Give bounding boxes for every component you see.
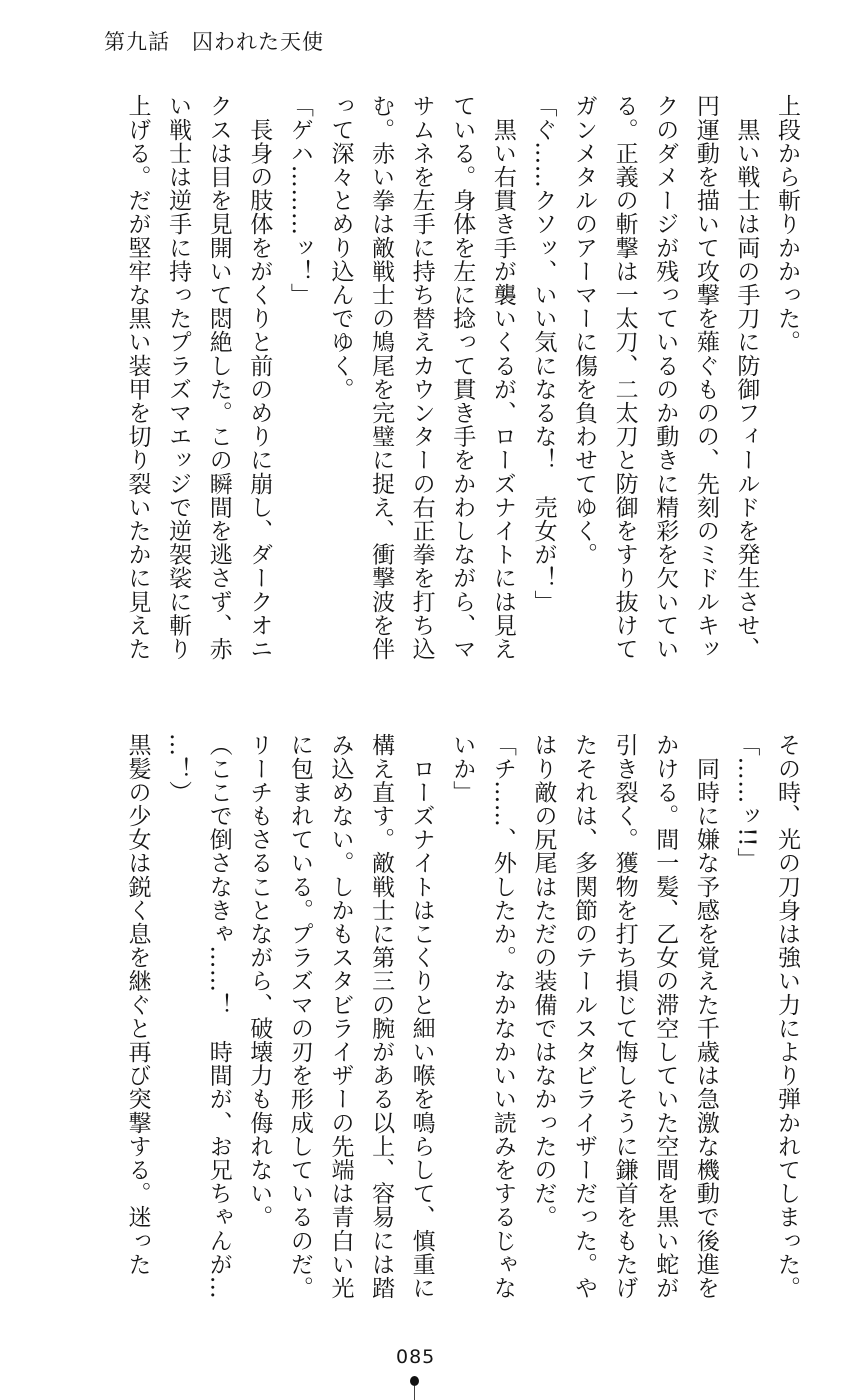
text-column: クスは目を見開いて悶絶した。この瞬間を逃さず、赤: [205, 94, 232, 661]
text-column: かける。間一髪、乙女の滞空していた空間を黒い蛇が: [652, 733, 679, 1300]
text-column: み込めない。しかもスタビライザーの先端は青白い光: [327, 733, 354, 1300]
text-column: たそれは、多関節のテールスタビライザーだった。や: [571, 733, 598, 1300]
text-column: い戦士は逆手に持ったプラズマエッジで逆袈裟に斬り: [165, 94, 192, 661]
text-column: に包まれている。プラズマの刃を形成しているのだ。: [286, 733, 313, 1300]
text-column: 長身の肢体をがくりと前のめりに崩し、ダークオニ: [246, 94, 273, 661]
text-column: サムネを左手に持ち替えカウンターの右正拳を打ち込: [408, 94, 435, 661]
text-column: って深々とめり込んでゆく。: [327, 94, 354, 401]
text-column: クのダメージが残っているのか動きに精彩を欠いてい: [652, 94, 679, 661]
text-block-bottom: [97, 733, 807, 1333]
text-column: る。正義の斬撃は一太刀、二太刀と防御をすり抜けて: [611, 94, 638, 661]
text-column: はり敵の尻尾はただの装備ではなかったのだ。: [530, 733, 557, 1229]
page-marker-dot: [410, 1376, 419, 1386]
text-column: ガンメタルのアーマーに傷を負わせてゆく。: [571, 94, 598, 566]
text-column: 円運動を描いて攻撃を薙ぐものの、先刻のミドルキッ: [692, 94, 719, 661]
text-column: （ここで倒さなきゃ……！ 時間が、お兄ちゃんが…: [205, 733, 232, 1300]
text-column: 「チ……、外したか。なかなかいい読みをするじゃな: [489, 733, 516, 1300]
text-column: 黒い戦士は両の手刀に防御フィールドを発生させ、: [733, 94, 760, 661]
text-column: 構え直す。敵戦士に第三の腕がある以上、容易には踏: [368, 733, 395, 1300]
text-column: ている。身体を左に捻って貫き手をかわしながら、マ: [449, 94, 476, 661]
text-column: その時、光の刀身は強い力により弾かれてしまった。: [774, 733, 800, 1300]
page-marker-line: [414, 1386, 415, 1400]
text-column: 上げる。だが堅牢な黒い装甲を切り裂いたかに見えた: [124, 94, 151, 661]
text-block-top: [97, 94, 807, 706]
text-column: 「ぐ……クソッ、いい気になるな！ 売女が！」: [530, 94, 557, 614]
chapter-title: 第九話 囚われた天使: [104, 30, 324, 54]
text-column: いか」: [449, 733, 476, 804]
text-column: 黒い右貫き手が襲いくるが、ローズナイトには見え: [489, 94, 516, 661]
text-column: 上段から斬りかかった。: [774, 94, 800, 354]
text-column: 「……ッ!!」: [733, 733, 760, 871]
text-column: ローズナイトはこくりと細い喉を鳴らして、慎重に: [408, 733, 435, 1300]
text-column: …！）: [165, 733, 192, 804]
text-column: リーチもさることながら、破壊力も侮れない。: [246, 733, 273, 1229]
text-column: 「ゲハ………ッ！」: [286, 94, 313, 307]
text-column: 黒髪の少女は鋭く息を継ぐと再び突撃する。迷った: [124, 733, 151, 1276]
text-column: 引き裂く。獲物を打ち損じて悔しそうに鎌首をもたげ: [611, 733, 638, 1300]
page-number: 085: [396, 1346, 436, 1368]
text-column: む。赤い拳は敵戦士の鳩尾を完璧に捉え、衝撃波を伴: [368, 94, 395, 661]
text-column: 同時に嫌な予感を覚えた千歳は急激な機動で後進を: [692, 733, 719, 1300]
